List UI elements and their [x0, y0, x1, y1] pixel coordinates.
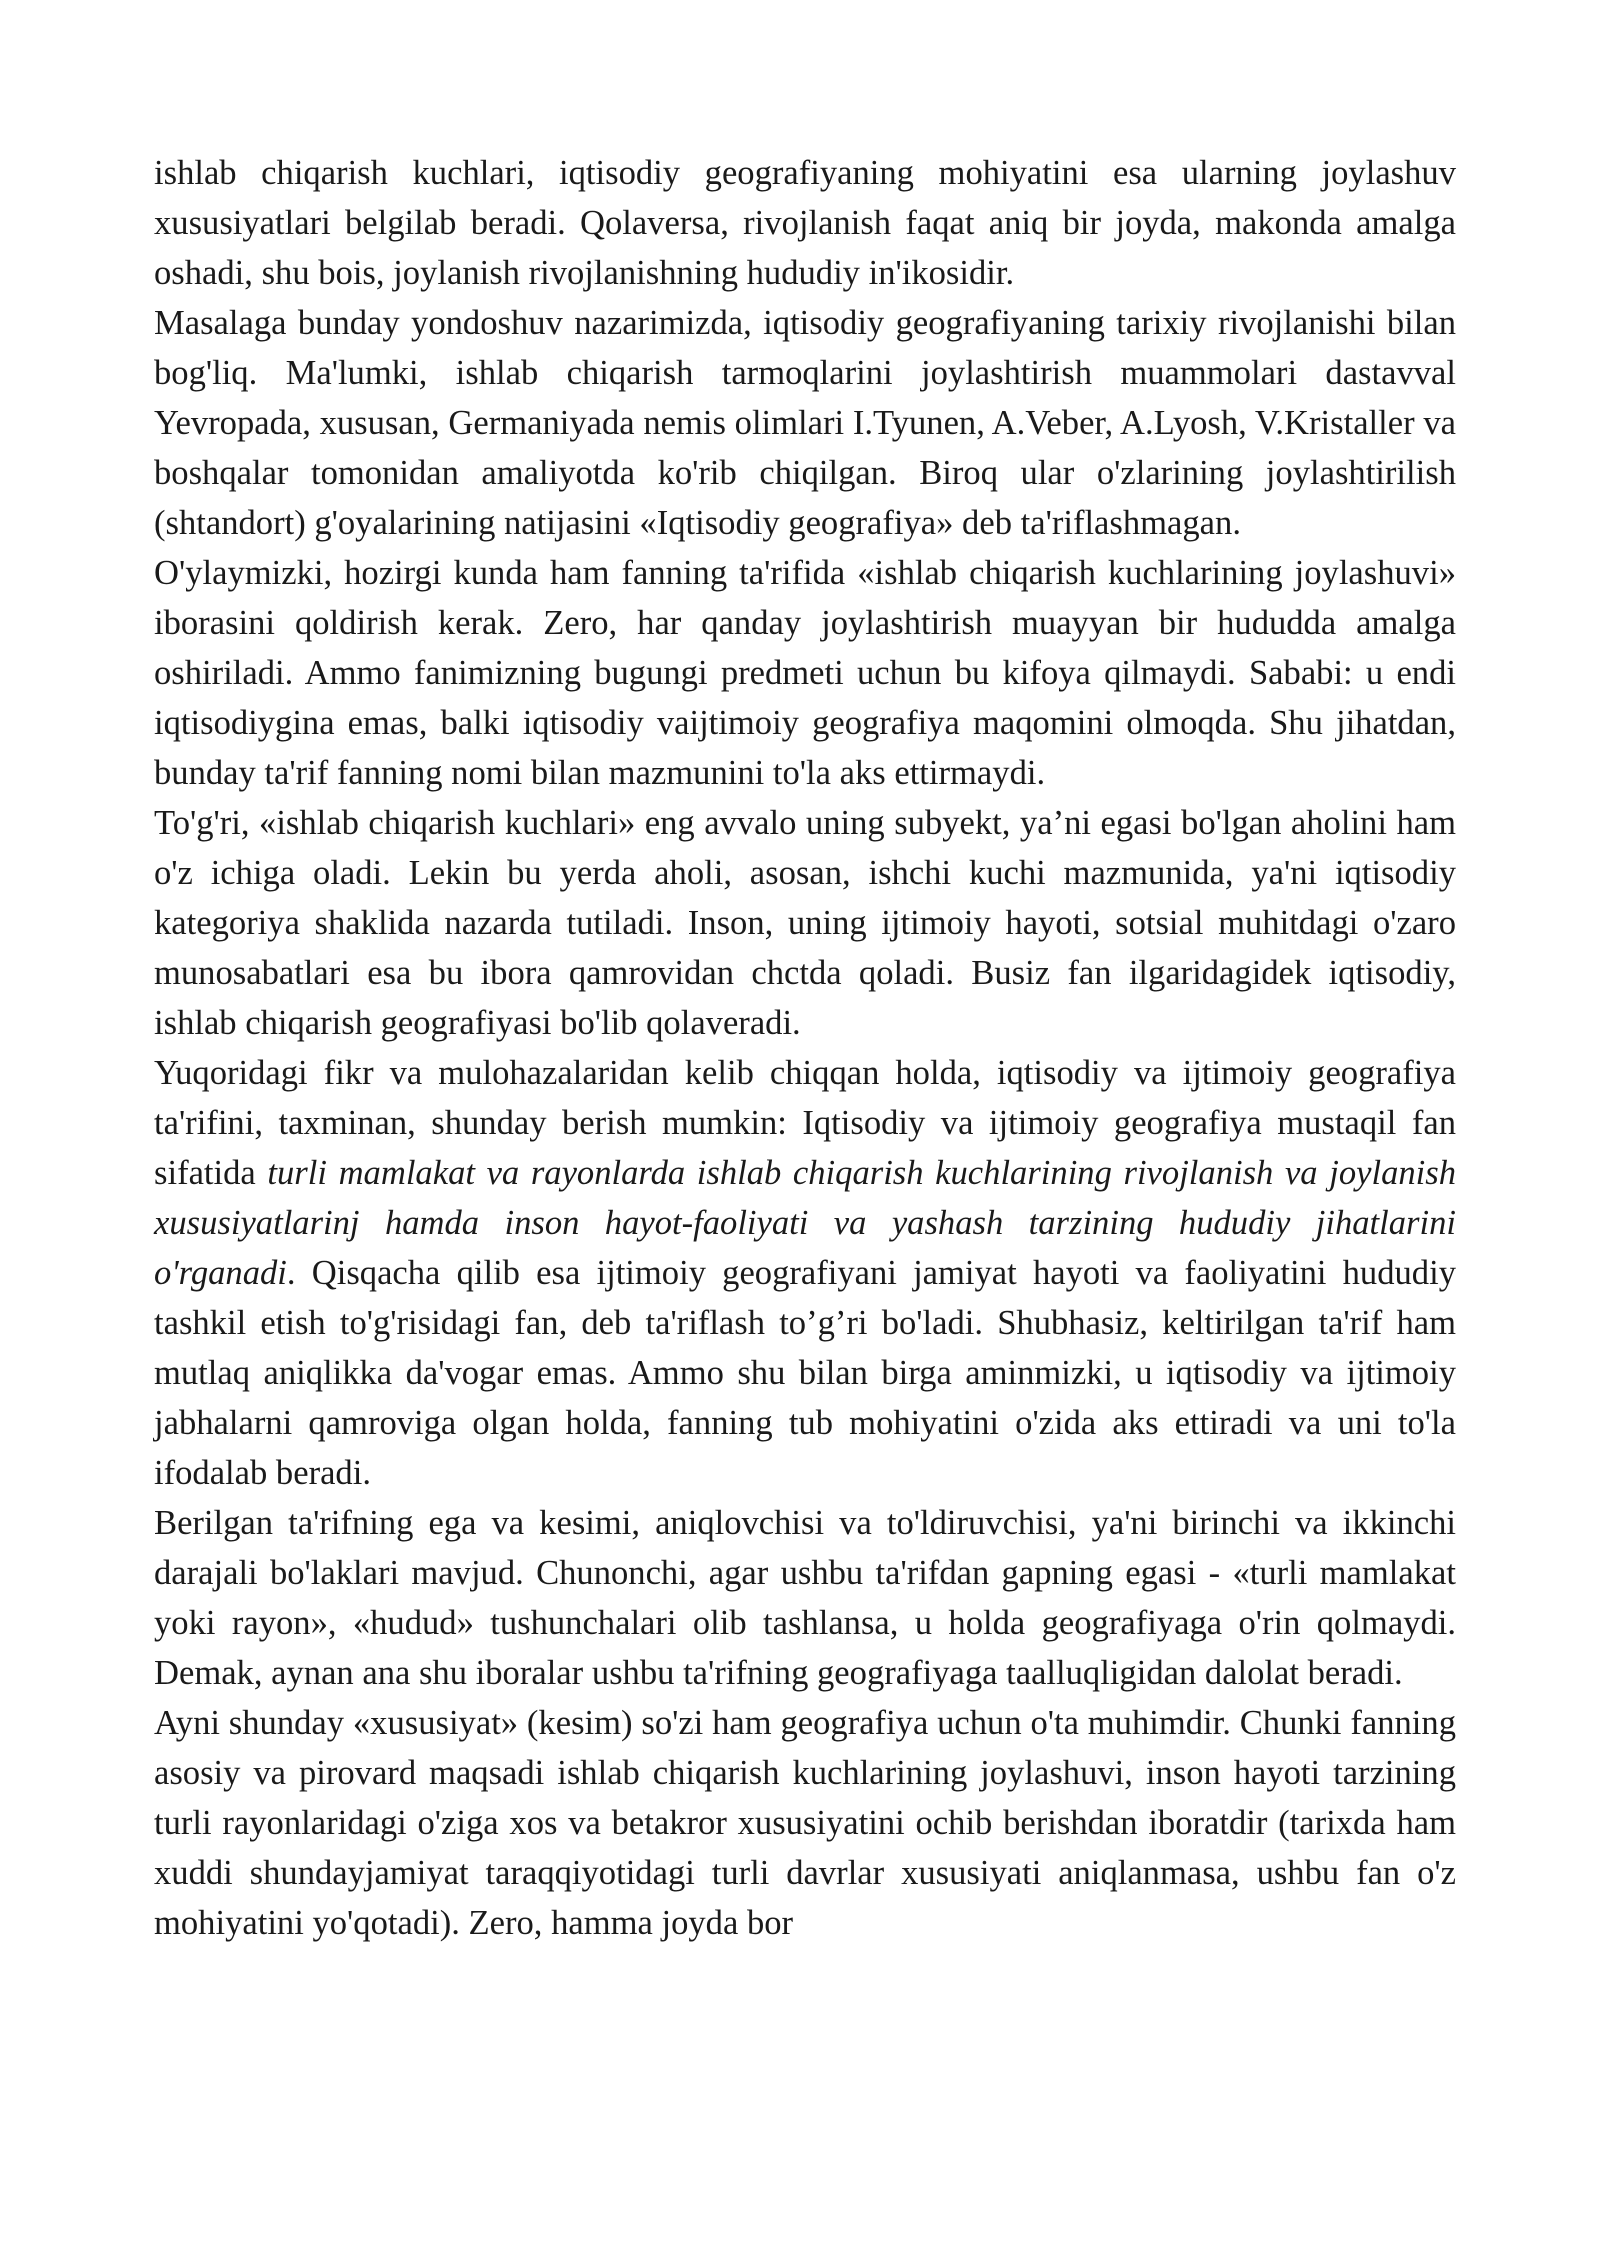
paragraph-4 — [154, 798, 1456, 1048]
definition-italic-text: turli mamlakat va rayonlarda ishlab chiqarish kuchlarining rivojlanish va joylanish xususiyatlarinj hamda inson hayot-faoliyati va yashash tarzining hududiy jihatlarini o'rganadi — [154, 1154, 1456, 1292]
document-body — [154, 148, 1456, 1948]
paragraph-5-text-end: . Qisqacha qilib esa ijtimoiy geografiyani jamiyat hayoti va faoliyatini hududiy tashkil etish to'g'risidagi fan, deb ta'riflash to’g’ri bo'ladi. Shubhasiz, keltirilgan ta'rif ham mutlaq aniqlikka da'vogar emas. Ammo shu bilan birga aminmizki, u iqtisodiy va ijtimoiy jabhalarni qamroviga olgan holda, fanning tub mohiyatini o'zida aks ettiradi va uni to'la ifodalab beradi. — [154, 1254, 1456, 1492]
paragraph-5-text-start: Yuqoridagi fikr va mulohazalaridan kelib chiqqan holda, iqtisodiy va ijtimoiy geografiya ta'rifini, taxminan, shunday berish mumkin: Iqtisodiy va ijtimoiy geografiya mustaqil fan sifatida — [154, 1054, 1456, 1192]
paragraph-7-text: Ayni shunday «xususiyat» (kesim) so'zi ham geografiya uchun o'ta muhimdir. Chunki fanning asosiy va pirovard maqsadi ishlab chiqarish kuchlarining joylashuvi, inson hayoti tarzining turli rayonlaridagi o'ziga xos va betakror xususiyatini ochib berishdan iboratdir (tarixda ham xuddi shundayjamiyat taraqqiyotidagi turli davrlar xususiyati aniqlanmasa, ushbu fan o'z mohiyatini yo'qotadi). Zero, hamma joyda bor — [154, 1704, 1456, 1942]
paragraph-2 — [154, 298, 1456, 548]
paragraph-4-text: To'g'ri, «ishlab chiqarish kuchlari» eng avvalo uning subyekt, ya’ni egasi bo'lgan aholini ham o'z ichiga oladi. Lekin bu yerda aholi, asosan, ishchi kuchi mazmunida, ya'ni iqtisodiy kategoriya shaklida nazarda tutiladi. Inson, uning ijtimoiy hayoti, sotsial muhitdagi o'zaro munosabatlari esa bu ibora qamrovidan chctda qoladi. Busiz fan ilgaridagidek iqtisodiy, ishlab chiqarish geografiyasi bo'lib qolaveradi. — [154, 804, 1456, 1042]
paragraph-2-text: Masalaga bunday yondoshuv nazarimizda, iqtisodiy geografiyaning tarixiy rivojlanishi bilan bog'liq. Ma'lumki, ishlab chiqarish tarmoqlarini joylashtirish muammolari dastavval Yevropada, xususan, Germaniyada nemis olimlari I.Tyunen, A.Veber, A.Lyosh, V.Kristaller va boshqalar tomonidan amaliyotda ko'rib chiqilgan. Biroq ular o'zlarining joylashtirilish (shtandort) g'oyalarining natijasini «Iqtisodiy geografiya» deb ta'riflashmagan. — [154, 304, 1456, 542]
paragraph-3-text: O'ylaymizki, hozirgi kunda ham fanning ta'rifida «ishlab chiqarish kuchlarining joylashuvi» iborasini qoldirish kerak. Zero, har qanday joylashtirish muayyan bir hududda amalga oshiriladi. Ammo fanimizning bugungi predmeti uchun bu kifoya qilmaydi. Sababi: u endi iqtisodiygina emas, balki iqtisodiy vaijtimoiy geografiya maqomini olmoqda. Shu jihatdan, bunday ta'rif fanning nomi bilan mazmunini to'la aks ettirmaydi. — [154, 554, 1456, 792]
paragraph-3 — [154, 548, 1456, 798]
paragraph-5 — [154, 1048, 1456, 1498]
paragraph-1-text: ishlab chiqarish kuchlari, iqtisodiy geografiyaning mohiyatini esa ularning joylashuv xususiyatlari belgilab beradi. Qolaversa, rivojlanish faqat aniq bir joyda, makonda amalga oshadi, shu bois, joylanish rivojlanishning hududiy in'ikosidir. — [154, 154, 1456, 292]
paragraph-6-text: Berilgan ta'rifning ega va kesimi, aniqlovchisi va to'ldiruvchisi, ya'ni birinchi va ikkinchi darajali bo'laklari mavjud. Chunonchi, agar ushbu ta'rifdan gapning egasi - «turli mamlakat yoki rayon», «hudud» tushunchalari olib tashlansa, u holda geografiyaga o'rin qolmaydi. Demak, aynan ana shu iboralar ushbu ta'rifning geografiyaga taalluqligidan dalolat beradi. — [154, 1504, 1456, 1692]
paragraph-6 — [154, 1498, 1456, 1698]
paragraph-7 — [154, 1698, 1456, 1948]
paragraph-1 — [154, 148, 1456, 298]
